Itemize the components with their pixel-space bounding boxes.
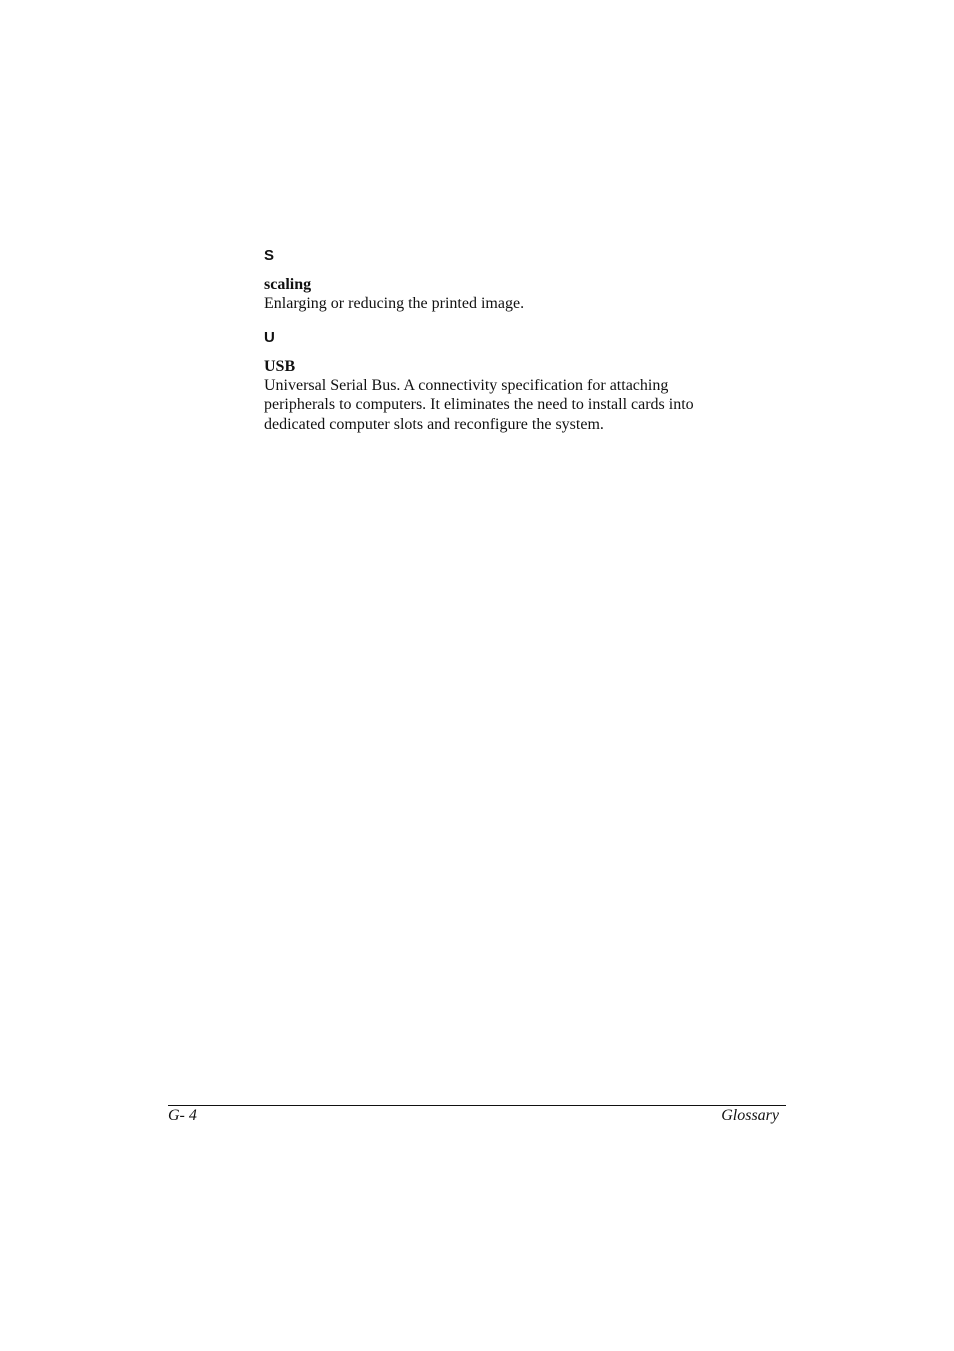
glossary-content — [264, 246, 764, 434]
definition-line: Universal Serial Bus. A connectivity specification for attaching — [264, 376, 669, 394]
section-letter: U — [264, 328, 275, 346]
glossary-section-u — [264, 328, 764, 435]
definition-line: peripherals to computers. It eliminates the need to install cards into — [264, 396, 694, 413]
glossary-entry-scaling — [264, 275, 764, 314]
glossary-definition: Enlarging or reducing the printed image. — [264, 295, 525, 312]
section-letter: S — [264, 247, 275, 264]
definition-line: dedicated computer slots and reconfigure the system. — [264, 415, 604, 433]
glossary-definition — [264, 376, 764, 435]
glossary-section-s — [264, 246, 764, 314]
glossary-term: scaling — [264, 276, 312, 293]
glossary-term: USB — [264, 357, 296, 375]
footer-page-number: G- 4 — [168, 1107, 197, 1124]
footer-section-title: Glossary — [721, 1107, 779, 1124]
glossary-entry-usb — [264, 357, 764, 435]
footer-rule — [168, 1105, 786, 1106]
